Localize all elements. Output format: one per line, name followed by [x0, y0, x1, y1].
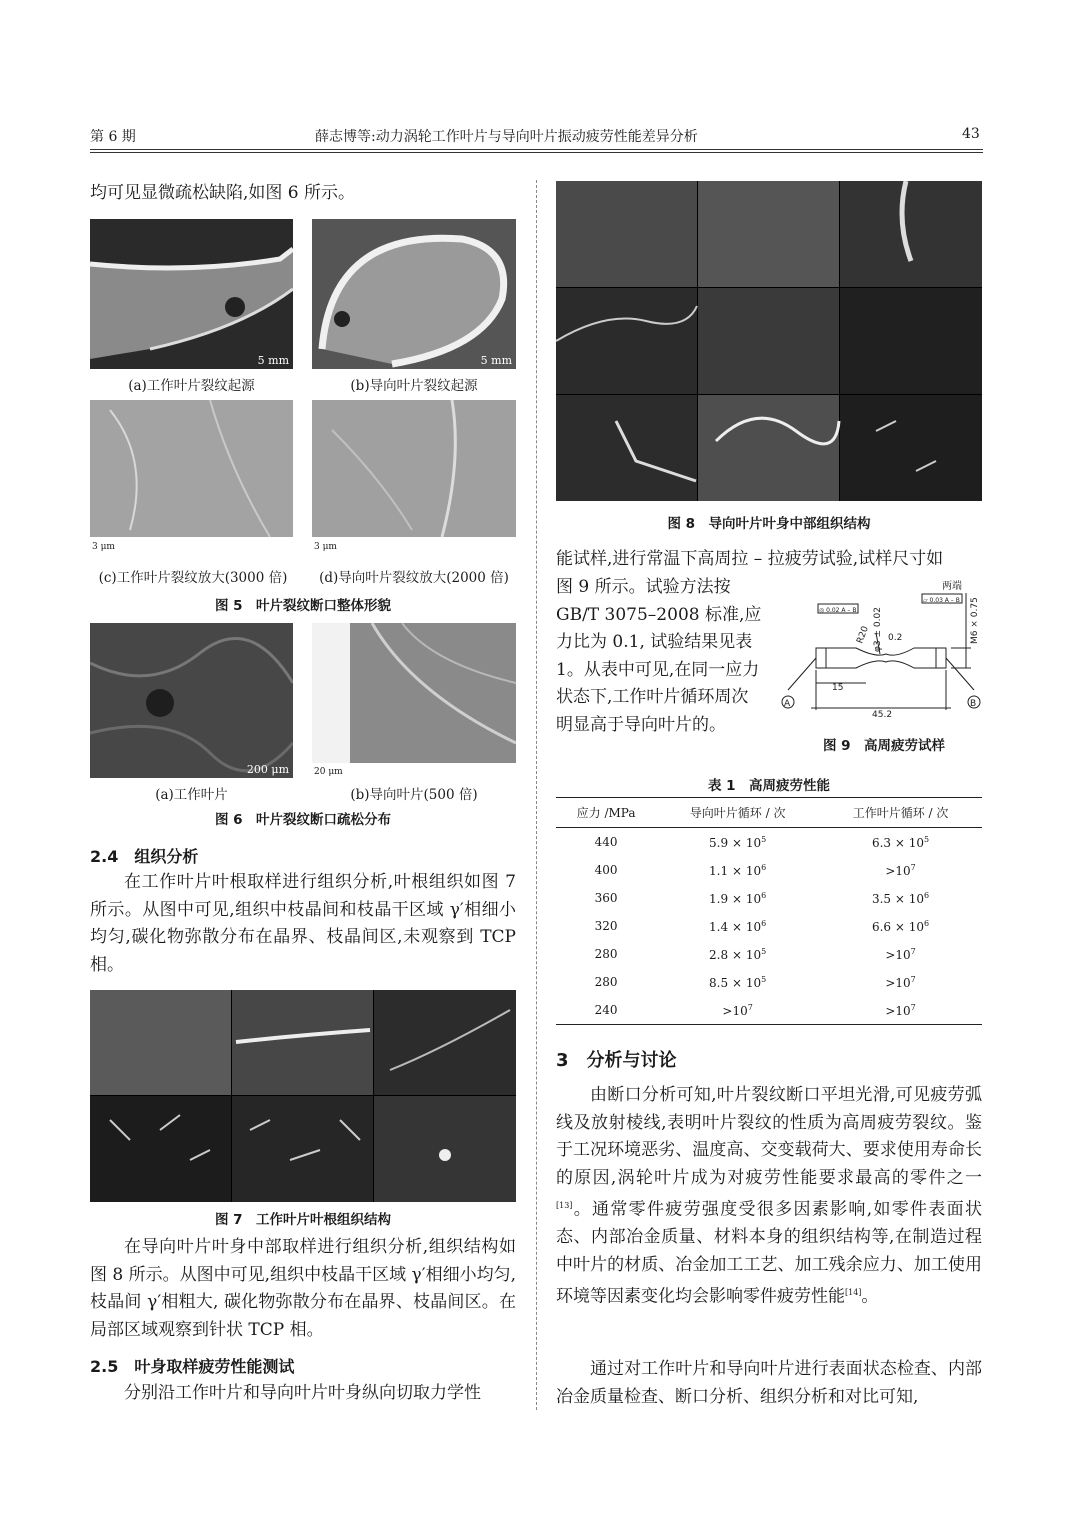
- table-cell-value: >10: [885, 947, 911, 962]
- table-row: [556, 940, 982, 968]
- fig5c-scale: 3 μm: [92, 542, 115, 552]
- fatigue-table: [556, 797, 982, 1025]
- table-cell: [556, 856, 656, 884]
- table-cell-exponent: 7: [910, 946, 916, 956]
- table-cell: [556, 968, 656, 996]
- section-2-4-paragraph: 在工作叶片叶根取样进行组织分析,叶根组织如图 7 所示。从图中可见,组织中枝晶间和枝晶干区域 γ′相细小均匀,碳化物弥散分布在晶界、枝晶间区,未观察到 TCP 相。: [90, 872, 516, 975]
- fig5c-caption: (c)工作叶片裂纹放大(3000 倍): [98, 570, 288, 586]
- table-cell-exponent: 7: [747, 1002, 753, 1012]
- table1-title: 表 1 高周疲劳性能: [707, 778, 831, 794]
- table-cell-value: 280: [594, 947, 618, 961]
- table-cell-exponent: 6: [761, 862, 767, 872]
- paragraph-text: 。: [861, 1286, 879, 1307]
- fig6-title: 图 6 叶片裂纹断口疏松分布: [214, 812, 392, 828]
- table-cell-value: 320: [594, 919, 618, 933]
- table-cell-exponent: 6: [924, 918, 930, 928]
- table-cell-value: 2.8 × 10: [709, 947, 762, 962]
- fig9-text-line: 力比为 0.1, 试验结果见表: [556, 632, 753, 652]
- table-cell-value: 1.9 × 10: [709, 891, 762, 906]
- table-cell: [556, 940, 656, 968]
- fig6b-image: [312, 623, 516, 763]
- header-rule: [90, 149, 983, 150]
- table-cell: [819, 828, 982, 857]
- fig9-datum-a: A: [784, 699, 791, 709]
- right-continuation: 能试样,进行常温下高周拉 – 拉疲劳试验,试样尺寸如: [556, 549, 944, 569]
- table-cell: [656, 940, 819, 968]
- fig9-dim-m6: M6 × 0.75: [970, 597, 980, 644]
- fig9-text-line: GB/T 3075–2008 标准,应: [556, 604, 762, 625]
- table-row: [556, 968, 982, 996]
- fig5b-caption: (b)导向叶片裂纹起源: [350, 378, 478, 394]
- fig8-image: [556, 181, 982, 501]
- table-cell: [556, 996, 656, 1025]
- reference-13: [13]: [556, 1201, 573, 1210]
- table-header: 应力 /MPa: [556, 798, 656, 828]
- table-cell-exponent: 6: [761, 918, 767, 928]
- table-cell: [656, 828, 819, 857]
- fig6b-caption: (b)导向叶片(500 倍): [350, 787, 478, 803]
- section-3-paragraph-1: [556, 1082, 982, 1311]
- table-row: [556, 884, 982, 912]
- section-3-paragraph-2: 通过对工作叶片和导向叶片进行表面状态检查、内部冶金质量检查、断口分析、组织分析和对比可知,: [556, 1359, 982, 1407]
- fig5a-scale: 5 mm: [257, 354, 289, 367]
- table-cell: [819, 968, 982, 996]
- fig9-text-line: 图 9 所示。试验方法按: [556, 577, 731, 597]
- table-cell-value: 360: [594, 891, 618, 905]
- paragraph-text: 。通常零件疲劳强度受很多因素影响,如零件表面状态、内部冶金质量、材料本身的组织结构等,在制造过程中叶片的材质、冶金加工工艺、加工残余应力、加工使用环境等因素变化均会影响零件疲劳性能: [556, 1199, 982, 1307]
- table-cell: [819, 912, 982, 940]
- table-cell-exponent: 6: [761, 890, 767, 900]
- fig5a-image: [90, 219, 293, 369]
- fig9-datum-b: B: [970, 699, 977, 709]
- table-cell-value: >10: [885, 863, 911, 878]
- fig6a-caption: (a)工作叶片: [155, 787, 228, 803]
- issue-number: 第 6 期: [90, 129, 136, 145]
- running-title: 薛志博等:动力涡轮工作叶片与导向叶片振动疲劳性能差异分析: [315, 129, 698, 145]
- fig9-dim-phi3: φ3 ± 0.02: [873, 607, 883, 652]
- header-rule-2: [90, 152, 983, 153]
- fig9-text-line: 明显高于导向叶片的。: [556, 714, 726, 735]
- guide-vane-paragraph: 在导向叶片叶身中部取样进行组织分析,组织结构如图 8 所示。从图中可见,组织中枝晶干区域 γ′相细小均匀, 枝晶间 γ′相粗大, 碳化物弥散分布在晶界、枝晶间区。在局部区域观察到针状 TCP 相。: [90, 1237, 516, 1340]
- table-cell: [656, 856, 819, 884]
- fig5b-scale: 5 mm: [480, 354, 512, 367]
- table-cell-exponent: 7: [910, 862, 916, 872]
- fig9-text: [556, 574, 771, 739]
- table-cell: [556, 828, 656, 857]
- section-2-4-heading: 2.4 组织分析: [90, 847, 199, 866]
- table-cell-value: >10: [885, 975, 911, 990]
- page-number: 43: [962, 126, 980, 142]
- table-cell-exponent: 5: [761, 834, 767, 844]
- section-3-heading: 3 分析与讨论: [556, 1050, 677, 1071]
- fig9-dim-15: 15: [832, 683, 844, 693]
- table-cell: [556, 912, 656, 940]
- table-row: [556, 856, 982, 884]
- table-cell-value: 6.6 × 10: [871, 919, 925, 934]
- fig5d-scale: 3 μm: [314, 542, 337, 552]
- table-cell-value: >10: [885, 1003, 911, 1018]
- table-cell-value: 3.5 × 10: [871, 891, 925, 906]
- fig7-image: [90, 990, 516, 1202]
- table-row: [556, 996, 982, 1025]
- table-cell-exponent: 5: [924, 834, 930, 844]
- table-cell: [656, 968, 819, 996]
- fig5d-image: [312, 400, 516, 537]
- table-cell-exponent: 5: [761, 974, 767, 984]
- table-cell: [656, 912, 819, 940]
- table-cell: [656, 996, 819, 1025]
- intro-line: 均可见显微疏松缺陷,如图 6 所示。: [90, 183, 356, 203]
- table-header-row: [556, 798, 982, 828]
- fig6a-scale: 200 μm: [246, 763, 289, 776]
- fig9-specimen-drawing: [776, 578, 984, 724]
- fig5c-image: [90, 400, 293, 537]
- section-2-5-heading: 2.5 叶身取样疲劳性能测试: [90, 1357, 295, 1376]
- table-cell: [819, 884, 982, 912]
- table-cell-value: 8.5 × 10: [709, 975, 762, 990]
- fig6b-scale: 20 μm: [314, 767, 343, 777]
- table-cell-exponent: 6: [924, 890, 930, 900]
- table-cell: [819, 856, 982, 884]
- fig9-text-line: 状态下,工作叶片循环周次: [556, 687, 749, 707]
- section-2-5-paragraph: 分别沿工作叶片和导向叶片叶身纵向切取力学性: [124, 1383, 481, 1403]
- table-cell-exponent: 5: [761, 946, 767, 956]
- table-cell: [556, 884, 656, 912]
- table-cell: [656, 884, 819, 912]
- reference-14: [14]: [845, 1288, 862, 1298]
- table-cell: [819, 996, 982, 1025]
- fig9-dim-02: 0.2: [888, 633, 903, 643]
- table-cell-value: 5.9 × 10: [709, 835, 762, 850]
- fig9-both-ends: 两端: [942, 581, 962, 592]
- table-cell-value: 1.1 × 10: [709, 863, 762, 878]
- paragraph-text: 由断口分析可知,叶片裂纹断口平坦光滑,可见疲劳弧线及放射棱线,表明叶片裂纹的性质为高周疲劳裂纹。鉴于工况环境恶劣、温度高、交变载荷大、要求使用寿命长的原因,涡轮叶片成为对疲劳性能要求最高的零件之一: [556, 1085, 982, 1188]
- table-row: [556, 912, 982, 940]
- fig9-tolerance-1: ◎ 0.02 A – B: [819, 607, 857, 614]
- table-cell-value: 440: [594, 835, 618, 849]
- table-cell-exponent: 7: [910, 974, 916, 984]
- fig5b-image: [312, 219, 516, 369]
- table-cell: [819, 940, 982, 968]
- fig8-title: 图 8 导向叶片叶身中部组织结构: [667, 516, 871, 532]
- fig5-title: 图 5 叶片裂纹断口整体形貌: [214, 598, 392, 614]
- fig9-title: 图 9 高周疲劳试样: [822, 738, 946, 754]
- table-cell-value: 1.4 × 10: [709, 919, 762, 934]
- table-cell-value: 240: [594, 1003, 618, 1017]
- fig9-dim-452: 45.2: [872, 710, 893, 720]
- column-divider: [536, 180, 537, 1410]
- fig7-title: 图 7 工作叶片叶根组织结构: [214, 1212, 392, 1228]
- fig9-tolerance-2: ▱ 0.03 A – B: [923, 597, 960, 604]
- fig5d-caption: (d)导向叶片裂纹放大(2000 倍): [319, 570, 509, 586]
- table-header: 导向叶片循环 / 次: [656, 798, 819, 828]
- table-cell-value: 400: [594, 863, 618, 877]
- table-cell-value: >10: [722, 1003, 748, 1018]
- fig5a-caption: (a)工作叶片裂纹起源: [128, 378, 255, 394]
- fig9-dim-r20: R20: [855, 624, 871, 646]
- table-row: [556, 828, 982, 857]
- table-cell-exponent: 7: [910, 1002, 916, 1012]
- table-cell-value: 6.3 × 10: [871, 835, 925, 850]
- fig9-text-line: 1。从表中可见,在同一应力: [556, 659, 760, 680]
- table-cell-value: 280: [594, 975, 618, 989]
- fig6a-image: [90, 623, 293, 778]
- table-header: 工作叶片循环 / 次: [819, 798, 982, 828]
